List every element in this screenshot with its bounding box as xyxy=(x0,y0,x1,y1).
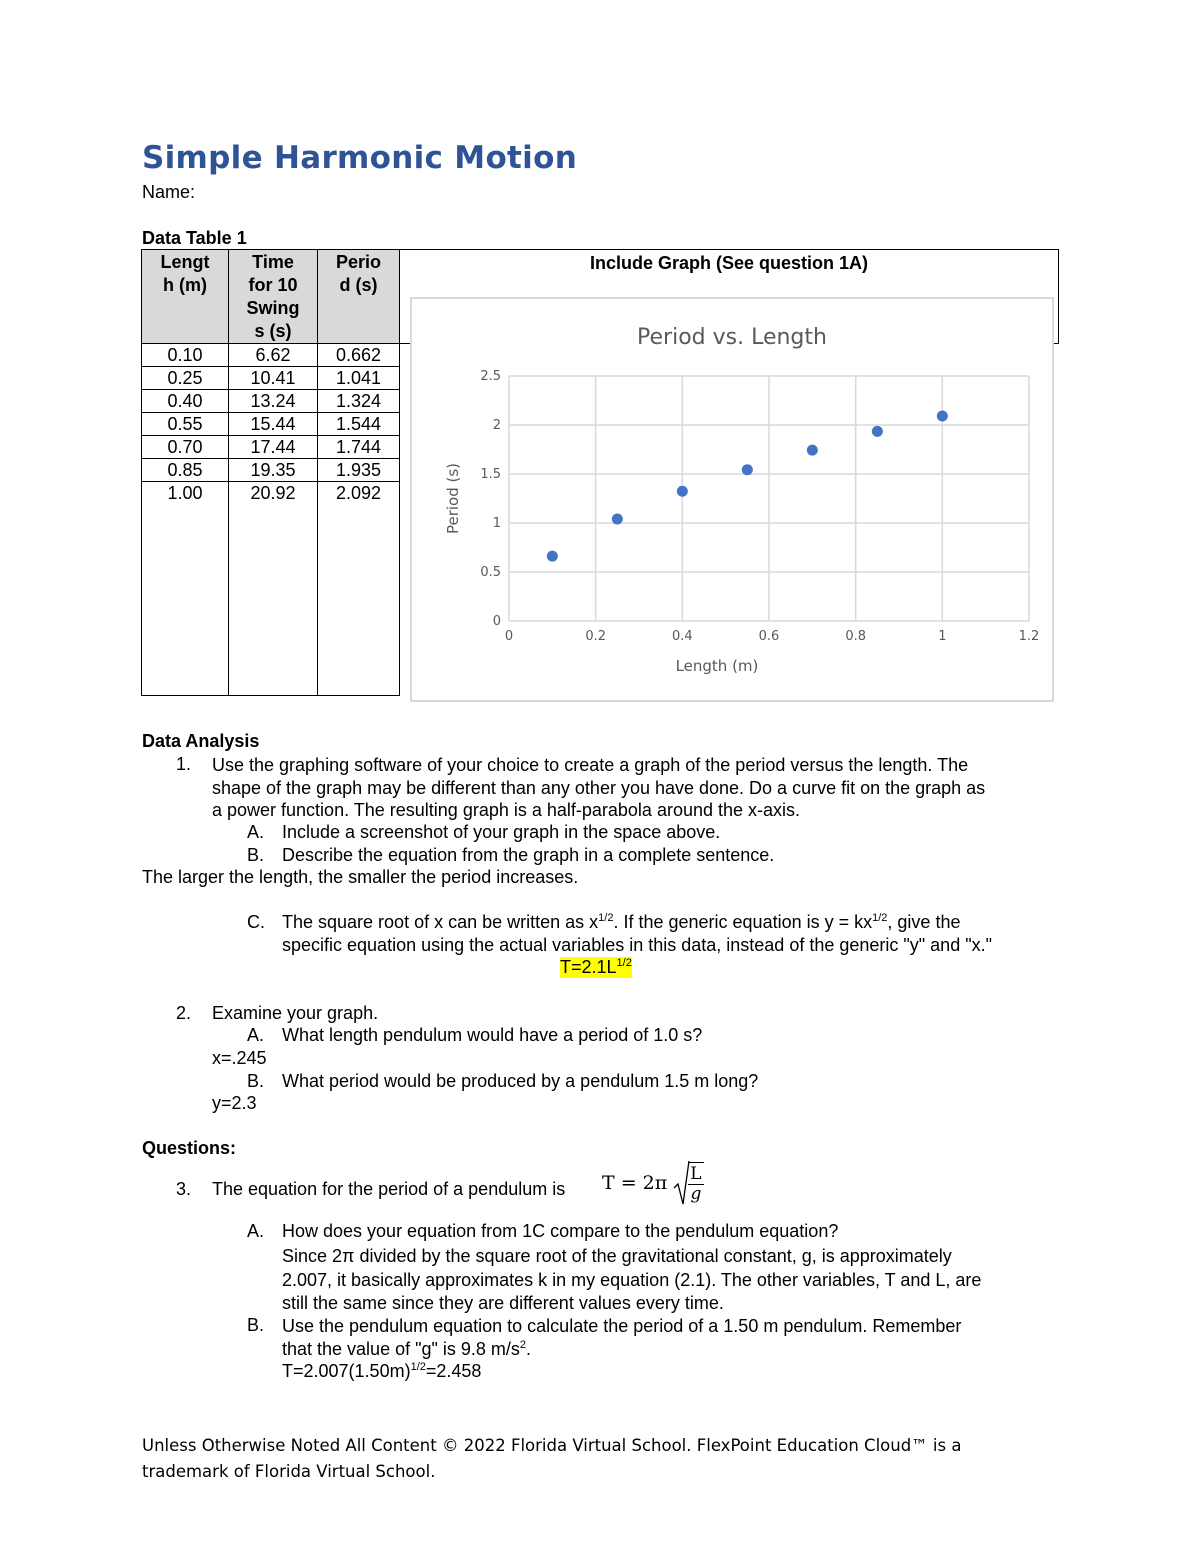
q3b-text: Use the pendulum equation to calculate the period of a 1.50 m pendulum. Remember that the value of "g" is 9.8 $m/s^2$. $T=2.007(1.50m)^{1/2}=2.458$ xyxy=(282,1316,962,1381)
table-cell: 0.662 xyxy=(318,344,400,367)
y-tick-label: 2.5 xyxy=(480,369,501,384)
y-tick-label: 0 xyxy=(492,614,501,629)
period-length-chart xyxy=(412,299,1052,700)
q3b-letter: B. xyxy=(247,1315,265,1335)
q3a-answer: Since 2π divided by the square root of the gravitational constant, g, is approximately 2.007, it basically approximates k in my equation (2.1). The other variables, T and L, are still the same since they are different values every time. xyxy=(282,1246,982,1313)
y-tick-label: 2 xyxy=(492,418,501,433)
equation-lhs: T = 2π xyxy=(602,1172,668,1194)
chart-title: Period vs. Length xyxy=(637,325,827,350)
graph-cell xyxy=(400,250,1059,675)
data-point xyxy=(807,445,818,456)
y-tick-label: 1.5 xyxy=(480,467,501,482)
col-header-length xyxy=(142,250,229,344)
y-axis-label: Period (s) xyxy=(444,462,462,535)
table-cell: 0.10 xyxy=(142,344,229,367)
q3a-letter: A. xyxy=(247,1221,265,1241)
col-header-period xyxy=(318,250,400,344)
q1c-text: The square root of x can be written as $x^{1/2}$. If the generic equation is $y = kx^{1/2}$, give the xyxy=(282,912,961,932)
table-cell: 1.935 xyxy=(318,459,400,482)
q1b-letter: B. xyxy=(247,845,265,865)
x-tick-label: 0.8 xyxy=(845,629,867,644)
q1-line: a power function. The resulting graph is a half-parabola around the x-axis. xyxy=(212,800,801,820)
q2-text: Examine your graph. xyxy=(212,1003,379,1023)
x-axis-label: Length (m) xyxy=(675,657,759,675)
x-tick-label: 0.2 xyxy=(585,629,607,644)
analysis-heading: Data Analysis xyxy=(142,731,260,751)
header-lines xyxy=(318,251,399,297)
data-point xyxy=(612,513,623,524)
q2-number: 2. xyxy=(176,1003,192,1023)
y-tick-label: 0.5 xyxy=(480,565,501,580)
q1-text xyxy=(212,754,985,822)
q1c-line2: specific equation using the actual variables in this data, instead of the generic "y" and "x." xyxy=(282,935,992,955)
header-line: Time xyxy=(252,252,294,272)
q2b-text: What period would be produced by a pendulum 1.5 m long? xyxy=(282,1071,759,1091)
pendulum-equation xyxy=(602,1158,704,1212)
table-cell: 1.744 xyxy=(318,436,400,459)
table-cell: 17.44 xyxy=(229,436,318,459)
page-title: Simple Harmonic Motion xyxy=(142,140,578,176)
footer xyxy=(142,1433,1042,1485)
table-cell: 15.44 xyxy=(229,413,318,436)
q1c-letter: C. xyxy=(247,912,265,932)
table-cell: 2.092 xyxy=(318,482,400,696)
q1-line: Use the graphing software of your choice to create a graph of the period versus the length. The xyxy=(212,755,969,775)
q1a-letter: A. xyxy=(247,822,265,842)
chart-frame xyxy=(410,297,1054,702)
table-cell: 0.70 xyxy=(142,436,229,459)
table-cell: 1.041 xyxy=(318,367,400,390)
data-table xyxy=(141,249,1059,696)
data-point xyxy=(742,464,753,475)
header-line: Perio xyxy=(335,252,382,272)
x-tick-label: 1 xyxy=(938,629,947,644)
table-cell: 1.544 xyxy=(318,413,400,436)
table-cell: 0.85 xyxy=(142,459,229,482)
q3a-text: How does your equation from 1C compare to the pendulum equation? xyxy=(282,1221,839,1241)
graph-header: Include Graph (See question 1A) xyxy=(589,253,869,273)
data-point xyxy=(937,410,948,421)
q3b-answer: $T=2.007(1.50m)^{1/2}=2.458$ xyxy=(282,1361,482,1381)
questions-heading: Questions: xyxy=(142,1138,237,1158)
table-cell: 10.41 xyxy=(229,367,318,390)
table-cell: 0.40 xyxy=(142,390,229,413)
q3-text: The equation for the period of a pendulum is xyxy=(212,1179,566,1199)
header-lines xyxy=(229,251,317,343)
data-point xyxy=(547,551,558,562)
q1b-answer: The larger the length, the smaller the period increases. xyxy=(142,867,579,887)
header-lines xyxy=(142,251,228,297)
q2a-text: What length pendulum would have a period of 1.0 s? xyxy=(282,1025,703,1045)
x-tick-label: 0 xyxy=(504,629,514,644)
sqrt-radicand xyxy=(688,1162,703,1204)
table-cell: 1.324 xyxy=(318,390,400,413)
table-label: Data Table 1 xyxy=(142,228,247,248)
table-cell: 0.55 xyxy=(142,413,229,436)
header-line: Swing xyxy=(246,298,300,318)
footer-line: Unless Otherwise Noted All Content © 2022 Florida Virtual School. FlexPoint Education Cloud™ is a xyxy=(142,1436,962,1455)
header-line: s (s) xyxy=(254,321,292,341)
q1-number: 1. xyxy=(176,754,192,774)
q1a-text: Include a screenshot of your graph in the space above. xyxy=(282,822,721,842)
name-label: Name: xyxy=(142,182,196,202)
q1c-answer: $T=2.1L^{1/2}$ xyxy=(560,957,632,977)
q2a-answer: x=.245 xyxy=(212,1048,267,1068)
q2b-answer: y=2.3 xyxy=(212,1093,257,1113)
header-line: for 10 xyxy=(248,275,298,295)
q1b-text: Describe the equation from the graph in a complete sentence. xyxy=(282,845,775,865)
q3-number: 3. xyxy=(176,1179,192,1199)
table-cell: 19.35 xyxy=(229,459,318,482)
q1-line: shape of the graph may be different than any other you have done. Do a curve fit on the graph as xyxy=(212,777,986,798)
table-cell: 6.62 xyxy=(229,344,318,367)
x-tick-label: 0.6 xyxy=(758,629,780,644)
data-point xyxy=(872,426,883,437)
header-line: h (m) xyxy=(163,275,207,295)
q2b-letter: B. xyxy=(247,1071,265,1091)
y-tick-label: 1 xyxy=(492,516,501,531)
footer-line: trademark of Florida Virtual School. xyxy=(142,1462,436,1481)
table-cell: 1.00 xyxy=(142,482,229,696)
table-cell: 0.25 xyxy=(142,367,229,390)
equation-fraction: $\frac{L}{g}$ xyxy=(690,1164,702,1204)
table-cell: 13.24 xyxy=(229,390,318,413)
q2a-letter: A. xyxy=(247,1025,265,1045)
x-tick-label: 0.4 xyxy=(671,629,693,644)
header-line: Lengt xyxy=(160,252,210,272)
header-line: d (s) xyxy=(339,275,378,295)
data-point xyxy=(677,486,688,497)
x-tick-label: 1.2 xyxy=(1018,629,1040,644)
table-cell: 20.92 xyxy=(229,482,318,696)
col-header-time xyxy=(229,250,318,344)
